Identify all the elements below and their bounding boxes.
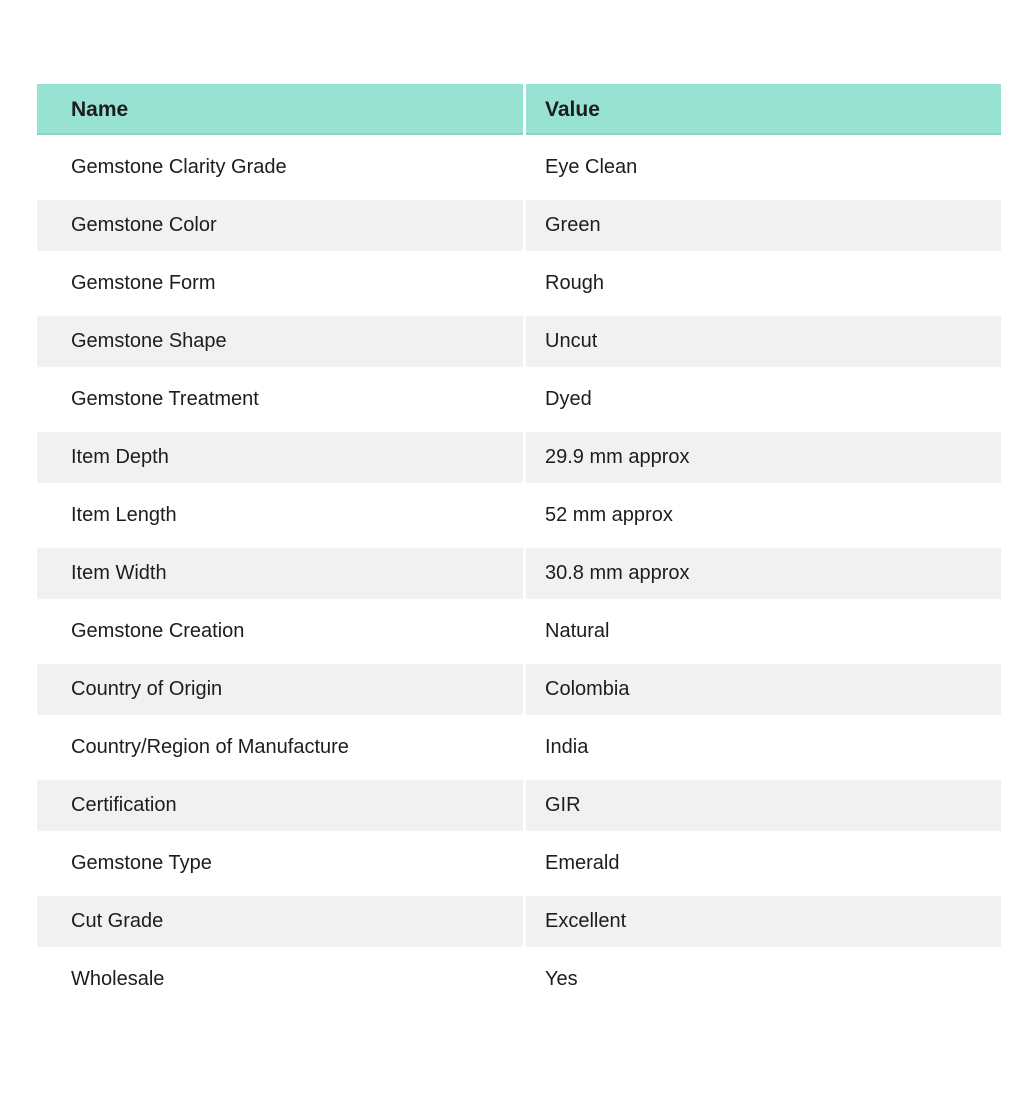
spec-value-cell: Excellent — [526, 896, 1001, 947]
spec-value-cell: Natural — [526, 606, 1001, 657]
table-row — [37, 374, 1001, 425]
table-row — [37, 954, 1001, 1005]
spec-value-cell: India — [526, 722, 1001, 773]
spec-name-cell: Gemstone Shape — [37, 316, 526, 367]
table-row — [37, 606, 1001, 657]
spec-name-cell: Certification — [37, 780, 526, 831]
spec-name-cell: Country/Region of Manufacture — [37, 722, 526, 773]
spec-value-cell: Dyed — [526, 374, 1001, 425]
table-row — [37, 780, 1001, 831]
table-row — [37, 664, 1001, 715]
spec-value-cell: Colombia — [526, 664, 1001, 715]
spec-name-cell: Country of Origin — [37, 664, 526, 715]
spec-name-cell: Wholesale — [37, 954, 526, 1005]
spec-name-cell: Item Length — [37, 490, 526, 541]
spec-name-cell: Gemstone Clarity Grade — [37, 142, 526, 193]
column-header-value: Value — [526, 84, 1001, 135]
spec-name-cell: Gemstone Treatment — [37, 374, 526, 425]
table-row — [37, 722, 1001, 773]
header-row — [37, 84, 1001, 135]
spec-value-cell: Uncut — [526, 316, 1001, 367]
spec-value-cell: 52 mm approx — [526, 490, 1001, 541]
table-row — [37, 432, 1001, 483]
spec-value-cell: Emerald — [526, 838, 1001, 889]
spec-name-cell: Item Depth — [37, 432, 526, 483]
item-specifics-section — [37, 77, 1001, 1012]
spec-value-cell: GIR — [526, 780, 1001, 831]
table-row — [37, 490, 1001, 541]
table-header — [37, 84, 1001, 135]
table-row — [37, 548, 1001, 599]
item-specifics-table — [37, 77, 1001, 1012]
spec-value-cell: Eye Clean — [526, 142, 1001, 193]
spec-value-cell: 29.9 mm approx — [526, 432, 1001, 483]
spec-value-cell: Green — [526, 200, 1001, 251]
spec-name-cell: Cut Grade — [37, 896, 526, 947]
spec-name-cell: Gemstone Form — [37, 258, 526, 309]
spec-name-cell: Gemstone Creation — [37, 606, 526, 657]
column-header-name: Name — [37, 84, 526, 135]
table-row — [37, 258, 1001, 309]
spec-value-cell: 30.8 mm approx — [526, 548, 1001, 599]
table-row — [37, 316, 1001, 367]
spec-value-cell: Rough — [526, 258, 1001, 309]
table-row — [37, 200, 1001, 251]
table-row — [37, 838, 1001, 889]
spec-name-cell: Gemstone Type — [37, 838, 526, 889]
table-row — [37, 896, 1001, 947]
spec-name-cell: Item Width — [37, 548, 526, 599]
table-row — [37, 142, 1001, 193]
spec-name-cell: Gemstone Color — [37, 200, 526, 251]
spec-value-cell: Yes — [526, 954, 1001, 1005]
table-body — [37, 142, 1001, 1005]
